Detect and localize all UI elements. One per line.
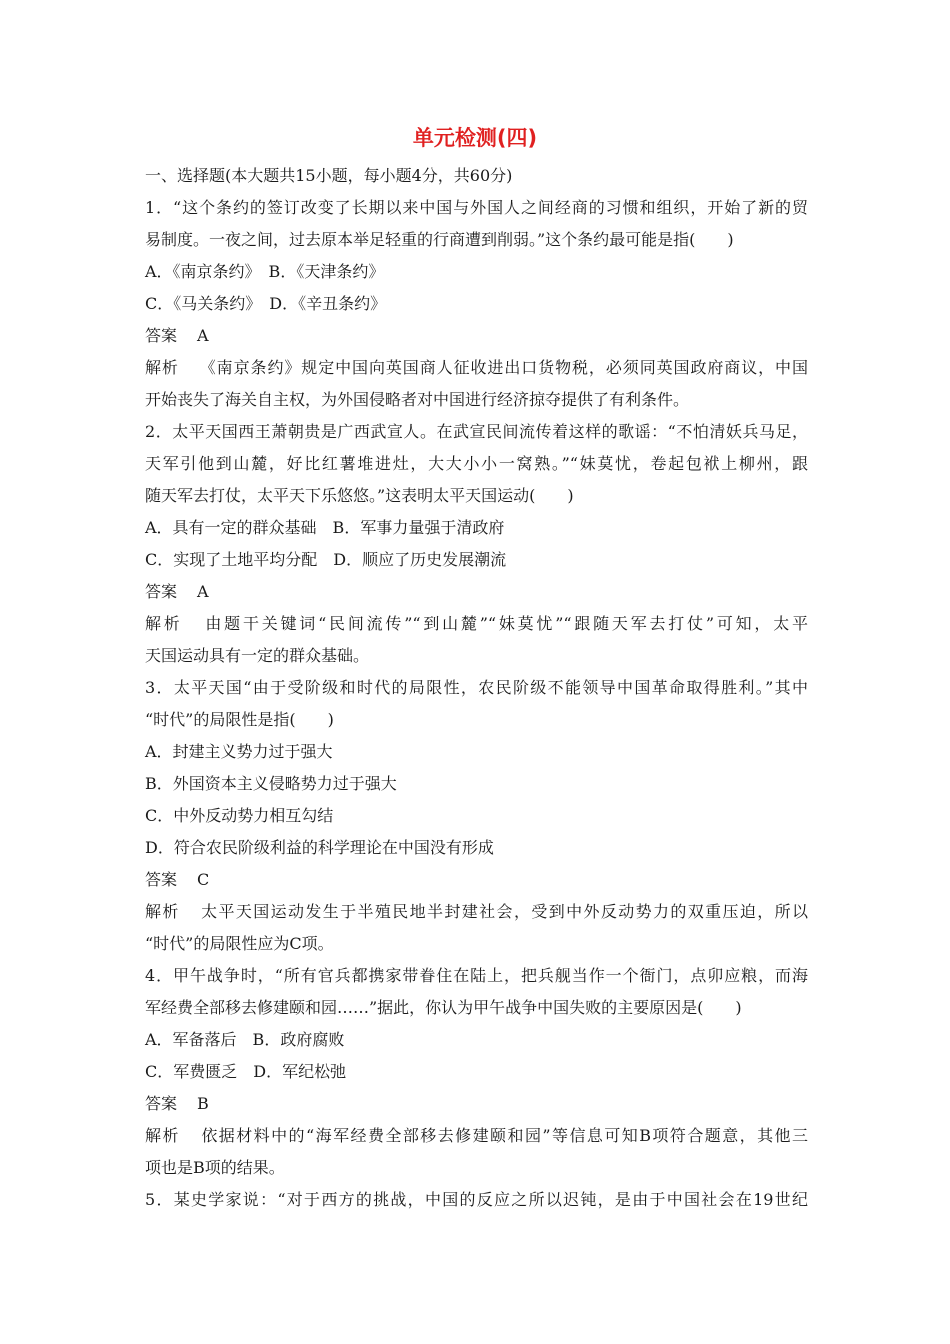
- question-2-stem-line: 天军引他到山麓，好比红薯堆进灶，大大小小一窝熟。”“妹莫忧，卷起包袱上柳州，跟: [145, 454, 808, 473]
- question-2-stem-line: 2．太平天国西王萧朝贵是广西武宣人。在武宣民间流传着这样的歌谣：“不怕清妖兵马足，: [145, 422, 808, 441]
- question-1-option-line: A．《南京条约》 B．《天津条约》: [145, 262, 385, 281]
- analysis-text: 太平天国运动发生于半殖民地半封建社会，受到中外反动势力的双重压迫，所以: [199, 902, 808, 921]
- question-4-option-line: C．军费匮乏 D．军纪松弛: [145, 1062, 347, 1081]
- analysis-label: 解析: [145, 614, 183, 633]
- question-1-answer: [145, 320, 808, 352]
- question-3-stem-line: 3．太平天国“由于受阶级和时代的局限性，农民阶级不能领导中国革命取得胜利。”其中: [145, 678, 808, 697]
- question-2-analysis-line: [145, 608, 808, 640]
- answer-value: C: [197, 870, 210, 889]
- page-title: 单元检测(四): [412, 126, 538, 150]
- question-2-answer: [145, 576, 808, 608]
- analysis-text: 依据材料中的“海军经费全部移去修建颐和园”等信息可知B项符合题意，其他三: [199, 1126, 808, 1145]
- question-2-analysis-line: 天国运动具有一定的群众基础。: [145, 646, 370, 665]
- question-1-stem-line: 易制度。一夜之间，过去原本举足轻重的行商遭到削弱。”这个条约最可能是指( ): [145, 230, 734, 249]
- question-2-stem-line: 随天军去打仗，太平天下乐悠悠。”这表明太平天国运动( ): [145, 486, 574, 505]
- question-1-analysis-line: [145, 352, 808, 384]
- answer-value: A: [197, 582, 209, 601]
- question-4-stem-line: 4．甲午战争时，“所有官兵都携家带眷住在陆上，把兵舰当作一个衙门，点卯应粮，而海: [145, 966, 808, 985]
- question-4-analysis-line: [145, 1120, 808, 1152]
- question-4-option-line: A．军备落后 B．政府腐败: [145, 1030, 345, 1049]
- question-2-option-line: A．具有一定的群众基础 B．军事力量强于清政府: [145, 518, 505, 537]
- question-2-option-line: C．实现了土地平均分配 D．顺应了历史发展潮流: [145, 550, 507, 569]
- question-1-option-line: C．《马关条约》 D．《辛丑条约》: [145, 294, 387, 313]
- question-4-analysis-line: 项也是B项的结果。: [145, 1158, 285, 1177]
- question-3-option-line: A．封建主义势力过于强大: [145, 742, 333, 761]
- question-4-answer: [145, 1088, 808, 1120]
- question-5-stem-line: 5．某史学家说：“对于西方的挑战，中国的反应之所以迟钝，是由于中国社会在19世纪: [145, 1190, 808, 1209]
- question-3-option-line: B．外国资本主义侵略势力过于强大: [145, 774, 397, 793]
- answer-value: B: [197, 1094, 209, 1113]
- question-3-stem-line: “时代”的局限性是指( ): [145, 710, 334, 729]
- analysis-label: 解析: [145, 902, 180, 921]
- answer-label: 答案: [145, 870, 178, 889]
- analysis-text: 由题干关键词“民间流传”“到山麓”“妹莫忧”“跟随天军去打仗”可知，太平: [202, 614, 808, 633]
- answer-label: 答案: [145, 1094, 178, 1113]
- question-1-analysis-line: 开始丧失了海关自主权，为外国侵略者对中国进行经济掠夺提供了有利条件。: [145, 390, 690, 409]
- question-3-analysis-line: [145, 896, 808, 928]
- document-body: [145, 160, 808, 1216]
- question-3-answer: [145, 864, 808, 896]
- question-3-option-line: C．中外反动势力相互勾结: [145, 806, 334, 825]
- answer-value: A: [197, 326, 209, 345]
- question-4-stem-line: 军经费全部移去修建颐和园……”据此，你认为甲午战争中国失败的主要原因是( ): [145, 998, 742, 1017]
- analysis-label: 解析: [145, 358, 179, 377]
- answer-label: 答案: [145, 326, 178, 345]
- question-3-analysis-line: “时代”的局限性应为C项。: [145, 934, 334, 953]
- section-heading: 一、选择题(本大题共15小题，每小题4分，共60分): [145, 166, 513, 185]
- question-3-option-line: D．符合农民阶级利益的科学理论在中国没有形成: [145, 838, 494, 857]
- analysis-label: 解析: [145, 1126, 180, 1145]
- analysis-text: 《南京条约》规定中国向英国商人征收进出口货物税，必须同英国政府商议，中国: [198, 358, 808, 377]
- answer-label: 答案: [145, 582, 178, 601]
- question-1-stem-line: 1．“这个条约的签订改变了长期以来中国与外国人之间经商的习惯和组织，开始了新的贸: [145, 198, 808, 217]
